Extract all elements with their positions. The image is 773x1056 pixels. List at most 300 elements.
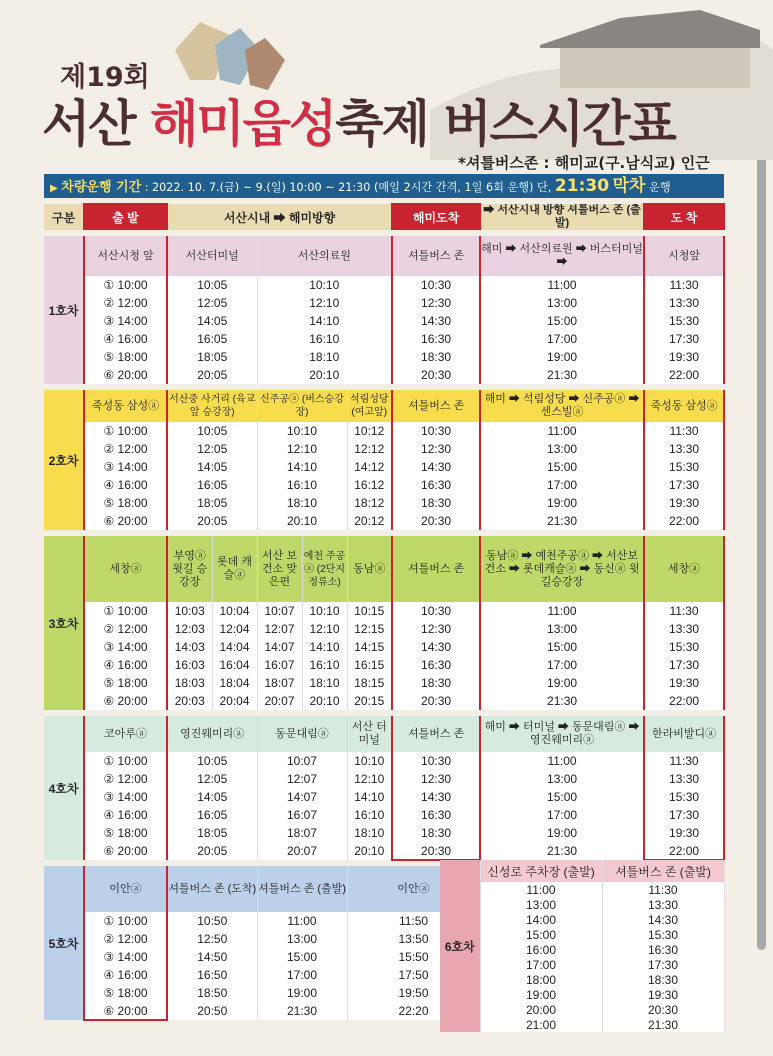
time-cell: 14:10 <box>257 458 347 476</box>
time-cell: ⑥ 20:00 <box>84 692 167 710</box>
time-cell: 21:30 <box>480 512 644 530</box>
time-cell: 10:05 <box>167 276 257 294</box>
time-cell: 10:05 <box>167 752 257 770</box>
time-cell: 20:07 <box>257 842 347 860</box>
time-cell: 14:15 <box>347 638 392 656</box>
table-row <box>44 824 724 842</box>
time-cell: 12:30 <box>392 440 480 458</box>
bus3-stop: 세창ⓐ <box>644 536 724 602</box>
time-cell: ② 12:00 <box>84 440 167 458</box>
time-cell: 14:05 <box>167 788 257 806</box>
table-row <box>44 348 724 366</box>
bus6-label: 6호차 <box>440 860 480 1032</box>
time-cell: 19:30 <box>644 348 724 366</box>
time-cell: 14:07 <box>257 638 302 656</box>
time-cell: 13:00 <box>480 770 644 788</box>
time-cell: 20:30 <box>392 692 480 710</box>
time-cell: 20:30 <box>602 1002 724 1017</box>
time-cell: 19:30 <box>602 987 724 1002</box>
table-row <box>44 312 724 330</box>
time-cell: 10:07 <box>257 602 302 620</box>
time-cell: 11:30 <box>602 882 724 897</box>
time-cell: 18:10 <box>257 494 347 512</box>
time-cell: 12:10 <box>302 620 347 638</box>
time-cell: 18:30 <box>392 494 480 512</box>
time-cell: 20:30 <box>392 512 480 530</box>
time-cell: 12:10 <box>347 770 392 788</box>
time-cell: ⑥ 20:00 <box>84 512 167 530</box>
time-cell: 12:04 <box>212 620 257 638</box>
table-row <box>440 1017 724 1032</box>
time-cell: 14:30 <box>602 912 724 927</box>
bus2-stop: 셔틀버스 존 <box>392 390 480 422</box>
time-cell: ② 12:00 <box>84 770 167 788</box>
time-cell: 20:10 <box>302 692 347 710</box>
time-cell: 14:30 <box>392 312 480 330</box>
time-cell: 14:10 <box>302 638 347 656</box>
time-cell: ③ 14:00 <box>84 948 167 966</box>
time-cell: 19:30 <box>644 824 724 842</box>
shuttle-zone-note: *셔틀버스존 : 해미교(구.남식교) 인근 <box>458 154 710 172</box>
time-cell: 16:05 <box>167 806 257 824</box>
edition-label: 제19회 <box>60 62 150 93</box>
poster-header <box>0 0 773 200</box>
time-cell: 16:12 <box>347 476 392 494</box>
bus5-stop: 이안ⓐ <box>84 866 167 912</box>
time-cell: 18:10 <box>347 824 392 842</box>
time-cell: 16:50 <box>167 966 257 984</box>
bus3-stop: 부영ⓐ 윗길 승강장 <box>167 536 212 602</box>
time-cell: 13:30 <box>644 770 724 788</box>
bus5-stop: 셔틀버스 존 (도착) <box>167 866 257 912</box>
time-cell: 14:10 <box>257 312 392 330</box>
bus3-stop: 세창ⓐ <box>84 536 167 602</box>
time-cell: 12:03 <box>167 620 212 638</box>
bus4-stop: 동문대림ⓐ <box>257 716 347 752</box>
time-cell: 16:07 <box>257 806 347 824</box>
time-cell: 11:00 <box>480 276 644 294</box>
time-cell: ② 12:00 <box>84 294 167 312</box>
time-cell: 10:10 <box>257 276 392 294</box>
time-cell: 10:07 <box>257 752 347 770</box>
time-cell: 13:50 <box>347 930 480 948</box>
header-arrive-haemi: 해미도착 <box>392 204 480 230</box>
bus4-label: 4호차 <box>44 716 84 860</box>
time-cell: 16:30 <box>392 656 480 674</box>
time-cell: 11:30 <box>644 752 724 770</box>
table-row <box>440 1002 724 1017</box>
time-cell: ② 12:00 <box>84 930 167 948</box>
time-cell: 17:00 <box>480 806 644 824</box>
time-cell: 14:30 <box>392 458 480 476</box>
table-row <box>44 602 724 620</box>
bus4-stop: 한라비발디ⓐ <box>644 716 724 752</box>
time-cell: 18:05 <box>167 494 257 512</box>
time-cell: 12:12 <box>347 440 392 458</box>
time-cell: 19:00 <box>480 674 644 692</box>
time-cell: 21:30 <box>480 692 644 710</box>
table-row <box>44 692 724 710</box>
time-cell: 12:10 <box>257 294 392 312</box>
bus5-stop: 이안ⓐ <box>347 866 480 912</box>
time-cell: 18:05 <box>167 348 257 366</box>
time-cell: 17:00 <box>480 656 644 674</box>
time-cell: 12:30 <box>392 294 480 312</box>
bus3-label: 3호차 <box>44 536 84 710</box>
time-cell: 16:10 <box>257 330 392 348</box>
bus1-stop: 서산터미널 <box>167 236 257 276</box>
bus2-label: 2호차 <box>44 390 84 530</box>
table-row <box>44 638 724 656</box>
bus4-stop: 셔틀버스 존 <box>392 716 480 752</box>
band-tail: 운행 <box>645 181 671 194</box>
title-part-a: 서산 <box>42 95 135 153</box>
title-part-b: 해미읍성 <box>150 95 336 153</box>
time-cell: 16:15 <box>347 656 392 674</box>
table-row <box>44 422 724 440</box>
table-row <box>440 972 724 987</box>
time-cell: 15:00 <box>480 638 644 656</box>
time-cell: 17:30 <box>644 656 724 674</box>
time-cell: 10:30 <box>392 276 480 294</box>
time-cell: 14:04 <box>212 638 257 656</box>
title-part-c: 축제 버스시간표 <box>335 95 675 153</box>
time-cell: 20:50 <box>167 1002 257 1020</box>
bus3-stop: 셔틀버스 존 <box>392 536 480 602</box>
time-cell: 18:30 <box>392 348 480 366</box>
time-cell: ① 10:00 <box>84 422 167 440</box>
bus1-stop: 해미 ➡ 서산의료원 ➡ 버스터미널 ➡ <box>480 236 644 276</box>
table-row <box>44 770 724 788</box>
page-title <box>42 84 675 156</box>
time-cell: 12:15 <box>347 620 392 638</box>
time-cell: 15:30 <box>644 638 724 656</box>
operation-period-band <box>44 174 724 198</box>
time-cell: 14:30 <box>392 788 480 806</box>
time-cell: 17:00 <box>480 476 644 494</box>
table-row <box>44 806 724 824</box>
time-cell: 10:30 <box>392 602 480 620</box>
header-row <box>44 204 724 230</box>
time-cell: ① 10:00 <box>84 912 167 930</box>
time-cell: 15:00 <box>257 948 347 966</box>
time-cell: 22:00 <box>644 842 724 860</box>
time-cell: 16:10 <box>347 806 392 824</box>
time-cell: 15:30 <box>644 458 724 476</box>
bus3-stop: 롯데 캐슬ⓐ <box>212 536 257 602</box>
time-cell: 20:10 <box>257 366 392 384</box>
bus3-stop: 서산 보건소 맞은편 <box>257 536 302 602</box>
time-cell: 20:30 <box>392 842 480 860</box>
header-to-downtown: ➡ 서산시내 방향 셔틀버스 존 (출발) <box>480 204 644 230</box>
bus3-stop: 동남ⓐ ➡ 예천주공ⓐ ➡ 서산보건소 ➡ 롯데캐슬ⓐ ➡ 동신ⓐ 윗길승강장 <box>480 536 644 602</box>
time-cell: ④ 16:00 <box>84 476 167 494</box>
time-cell: 14:12 <box>347 458 392 476</box>
time-cell: 22:20 <box>347 1002 480 1020</box>
time-cell: ④ 16:00 <box>84 806 167 824</box>
time-cell: 16:04 <box>212 656 257 674</box>
time-cell: 22:00 <box>644 512 724 530</box>
time-cell: 21:30 <box>257 1002 347 1020</box>
bus1-stop: 셔틀버스 존 <box>392 236 480 276</box>
time-cell: 12:07 <box>257 620 302 638</box>
time-cell: ① 10:00 <box>84 276 167 294</box>
time-cell: 11:00 <box>257 912 347 930</box>
table-row <box>44 440 724 458</box>
time-cell: 16:30 <box>392 330 480 348</box>
header-gubun: 구분 <box>44 204 84 230</box>
time-cell: 18:10 <box>257 348 392 366</box>
time-cell: ⑤ 18:00 <box>84 494 167 512</box>
bus3-stop: 동남ⓐ <box>347 536 392 602</box>
time-cell: 14:03 <box>167 638 212 656</box>
time-cell: 16:07 <box>257 656 302 674</box>
time-cell: 13:00 <box>480 294 644 312</box>
time-cell: ① 10:00 <box>84 752 167 770</box>
time-cell: 11:30 <box>644 276 724 294</box>
band-label: 차량운행 기간 <box>61 180 142 195</box>
table-row <box>44 674 724 692</box>
time-cell: 16:10 <box>257 476 347 494</box>
time-cell: ⑥ 20:00 <box>84 842 167 860</box>
time-cell: ③ 14:00 <box>84 788 167 806</box>
time-cell: 14:05 <box>167 312 257 330</box>
header-downtown: 서산시내 ➡ 해미방향 <box>167 204 392 230</box>
bus4-block <box>44 716 724 860</box>
time-cell: 20:12 <box>347 512 392 530</box>
bus2-stop: 서산중 사거리 (육교앞 승강장) <box>167 390 257 422</box>
table-row <box>44 512 724 530</box>
time-cell: 16:05 <box>167 330 257 348</box>
time-cell: 20:10 <box>347 842 392 860</box>
table-row <box>440 912 724 927</box>
time-cell: ③ 14:00 <box>84 458 167 476</box>
time-cell: 19:30 <box>644 674 724 692</box>
table-row <box>440 987 724 1002</box>
time-cell: 15:30 <box>602 927 724 942</box>
play-arrow-icon: ▶ <box>50 183 58 194</box>
last-label: 막차 <box>612 176 646 196</box>
table-row <box>44 294 724 312</box>
time-cell: 12:30 <box>392 770 480 788</box>
time-cell: 17:30 <box>644 476 724 494</box>
time-cell: 13:30 <box>644 294 724 312</box>
bus5-stop: 셔틀버스 존 (출발) <box>257 866 347 912</box>
time-cell: ④ 16:00 <box>84 966 167 984</box>
time-cell: 20:15 <box>347 692 392 710</box>
time-cell: 20:05 <box>167 512 257 530</box>
time-cell: 14:10 <box>347 788 392 806</box>
bus4-stop: 영진웨미리ⓐ <box>167 716 257 752</box>
time-cell: 11:50 <box>347 912 480 930</box>
time-cell: 18:00 <box>480 972 602 987</box>
band-text: : 2022. 10. 7.(금) ~ 9.(일) 10:00 ~ 21:30 (매일 2시간 간격, 1일 6회 운행) 단, <box>141 181 555 194</box>
time-cell: 18:50 <box>167 984 257 1002</box>
time-cell: 22:00 <box>644 692 724 710</box>
table-row <box>44 476 724 494</box>
time-cell: 16:10 <box>302 656 347 674</box>
bus3-stop: 예천 주공ⓐ (2단지 정류소) <box>302 536 347 602</box>
time-cell: ⑤ 18:00 <box>84 674 167 692</box>
time-cell: 20:00 <box>480 1002 602 1017</box>
bus4-stop: 코아루ⓐ <box>84 716 167 752</box>
time-cell: 17:30 <box>644 330 724 348</box>
time-cell: 13:00 <box>257 930 347 948</box>
time-cell: 19:50 <box>347 984 480 1002</box>
table-row <box>44 656 724 674</box>
time-cell: 20:04 <box>212 692 257 710</box>
time-cell: 16:03 <box>167 656 212 674</box>
time-cell: 14:30 <box>392 638 480 656</box>
time-cell: 12:10 <box>257 440 347 458</box>
time-cell: ① 10:00 <box>84 602 167 620</box>
time-cell: 11:00 <box>480 422 644 440</box>
time-cell: 10:12 <box>347 422 392 440</box>
table-row <box>44 620 724 638</box>
time-cell: 20:30 <box>392 366 480 384</box>
time-cell: 21:00 <box>480 1017 602 1032</box>
time-cell: 13:30 <box>644 620 724 638</box>
bus1-stop: 서산의료원 <box>257 236 392 276</box>
time-cell: 15:00 <box>480 312 644 330</box>
bus1-stop: 서산시청 앞 <box>84 236 167 276</box>
time-cell: ④ 16:00 <box>84 656 167 674</box>
bus6-table <box>440 860 725 1032</box>
bus2-stop: 신주공ⓐ (버스승강장) <box>257 390 347 422</box>
time-cell: 18:30 <box>392 674 480 692</box>
time-cell: 10:50 <box>167 912 257 930</box>
time-cell: 12:07 <box>257 770 347 788</box>
time-cell: 16:30 <box>602 942 724 957</box>
bus6-header-parking: 신성로 주차장 (출발) <box>480 860 602 882</box>
time-cell: 12:05 <box>167 294 257 312</box>
time-cell: 20:03 <box>167 692 212 710</box>
bus5-label: 5호차 <box>44 866 84 1020</box>
time-cell: 21:30 <box>480 366 644 384</box>
time-cell: 18:05 <box>167 824 257 842</box>
time-cell: 18:30 <box>392 824 480 842</box>
time-cell: 13:30 <box>602 897 724 912</box>
time-cell: ⑤ 18:00 <box>84 348 167 366</box>
time-cell: 19:00 <box>480 494 644 512</box>
bus2-stop: 죽성동 삼성ⓐ <box>84 390 167 422</box>
time-cell: 20:05 <box>167 842 257 860</box>
table-row <box>44 366 724 384</box>
time-cell: 16:05 <box>167 476 257 494</box>
time-cell: 17:50 <box>347 966 480 984</box>
table-row <box>44 788 724 806</box>
time-cell: ② 12:00 <box>84 620 167 638</box>
time-cell: 20:10 <box>257 512 347 530</box>
time-cell: 15:00 <box>480 458 644 476</box>
header-arrive: 도 착 <box>644 204 724 230</box>
time-cell: 10:30 <box>392 422 480 440</box>
table-row <box>440 927 724 942</box>
time-cell: 14:50 <box>167 948 257 966</box>
time-cell: 20:05 <box>167 366 257 384</box>
table-row <box>44 842 724 860</box>
time-cell: 18:07 <box>257 674 302 692</box>
table-row <box>440 957 724 972</box>
table-row <box>44 752 724 770</box>
time-cell: 10:15 <box>347 602 392 620</box>
time-cell: 15:00 <box>480 927 602 942</box>
time-cell: 17:00 <box>480 957 602 972</box>
bus4-stop: 해미 ➡ 터미널 ➡ 동문대림ⓐ ➡ 영진웨미리ⓐ <box>480 716 644 752</box>
time-cell: 18:04 <box>212 674 257 692</box>
bus1-stop: 시청앞 <box>644 236 724 276</box>
last-time: 21:30 <box>554 176 610 196</box>
time-cell: 18:07 <box>257 824 347 842</box>
time-cell: 19:30 <box>644 494 724 512</box>
time-cell: ③ 14:00 <box>84 312 167 330</box>
time-cell: 17:30 <box>602 957 724 972</box>
time-cell: 12:05 <box>167 440 257 458</box>
time-cell: 11:00 <box>480 602 644 620</box>
time-cell: 19:00 <box>480 987 602 1002</box>
time-cell: 14:07 <box>257 788 347 806</box>
time-cell: 21:30 <box>480 842 644 860</box>
header-depart: 출 발 <box>84 204 167 230</box>
time-cell: 11:30 <box>644 422 724 440</box>
table-row <box>44 494 724 512</box>
bus2-stop: 해미 ➡ 석림성당 ➡ 신주공ⓐ ➡ 센스빌ⓐ <box>480 390 644 422</box>
bus2-block <box>44 390 724 530</box>
table-row <box>440 897 724 912</box>
time-cell: 10:10 <box>302 602 347 620</box>
time-cell: 16:00 <box>480 942 602 957</box>
time-cell: 22:00 <box>644 366 724 384</box>
time-cell: 17:00 <box>257 966 347 984</box>
time-cell: 20:07 <box>257 692 302 710</box>
time-cell: 18:15 <box>347 674 392 692</box>
time-cell: 10:10 <box>257 422 347 440</box>
time-cell: 10:04 <box>212 602 257 620</box>
time-cell: ⑥ 20:00 <box>84 366 167 384</box>
time-cell: 19:00 <box>257 984 347 1002</box>
time-cell: 13:00 <box>480 440 644 458</box>
time-cell: 14:05 <box>167 458 257 476</box>
time-cell: 15:00 <box>480 788 644 806</box>
table-row <box>44 276 724 294</box>
scrollbar[interactable] <box>757 80 766 950</box>
table-row <box>440 882 724 897</box>
time-cell: 10:10 <box>347 752 392 770</box>
bus1-label: 1호차 <box>44 236 84 384</box>
table-row <box>44 458 724 476</box>
time-cell: 11:30 <box>644 602 724 620</box>
time-cell: 14:00 <box>480 912 602 927</box>
bus2-stop: 석림성당 (여고앞) <box>347 390 392 422</box>
bus3-block <box>44 536 724 710</box>
time-cell: ④ 16:00 <box>84 330 167 348</box>
bus1-block <box>44 236 724 384</box>
time-cell: ③ 14:00 <box>84 638 167 656</box>
bus6-header-shuttle: 셔틀버스 존 (출발) <box>602 860 724 882</box>
time-cell: 13:30 <box>644 440 724 458</box>
time-cell: 13:00 <box>480 897 602 912</box>
time-cell: 12:50 <box>167 930 257 948</box>
time-cell: 17:00 <box>480 330 644 348</box>
time-cell: 19:00 <box>480 824 644 842</box>
time-cell: 10:03 <box>167 602 212 620</box>
time-cell: 15:50 <box>347 948 480 966</box>
time-cell: 19:00 <box>480 348 644 366</box>
time-cell: 10:05 <box>167 422 257 440</box>
table-row <box>440 942 724 957</box>
time-cell: 18:03 <box>167 674 212 692</box>
time-cell: 16:30 <box>392 806 480 824</box>
